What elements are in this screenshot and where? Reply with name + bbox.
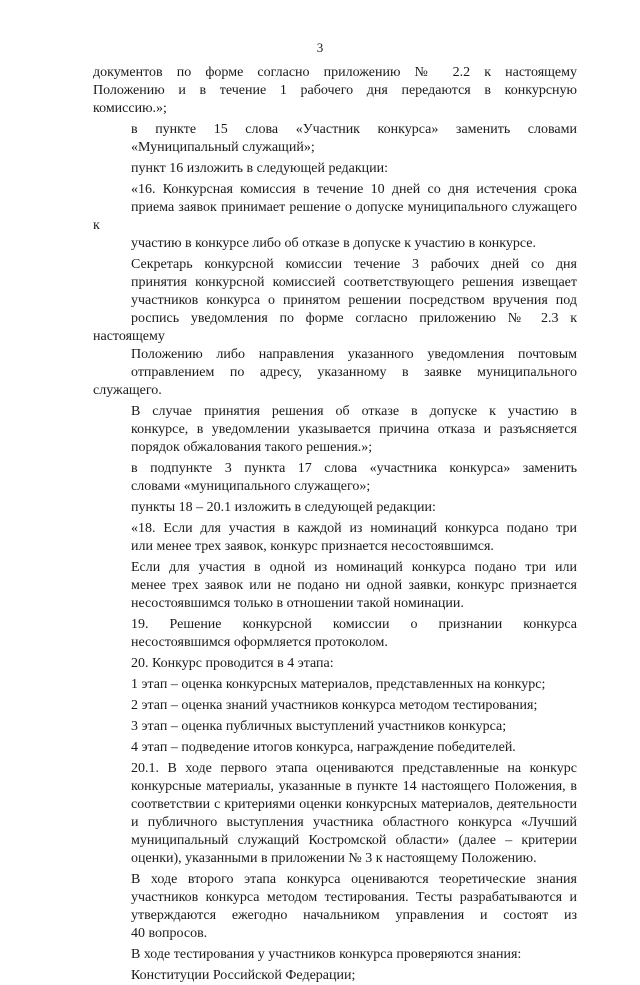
paragraph-p3 [93, 160, 577, 178]
text-line: конкурсе, в уведомлении указывается причина отказа и разъясняется [131, 422, 577, 437]
text-line: участников конкурса методом тестирования. Тесты разрабатываются и [131, 890, 577, 905]
paragraph-p12 [93, 655, 577, 673]
text-line: В случае принятия решения об отказе в допуске к участию в [131, 404, 577, 419]
text-line: порядок обжалования такого решения.»; [131, 440, 373, 455]
paragraph-p15 [93, 718, 577, 736]
paragraph-p18 [93, 871, 577, 943]
text-line: Если для участия в одной из номинаций конкурса подано три или [131, 560, 577, 575]
text-line: приема заявок принимает решение о допуске муниципального служащего к [93, 200, 577, 233]
text-line: несостоявшимся только в отношении такой номинации. [131, 596, 464, 611]
text-line: менее трех заявок или не подано ни одной заявки, конкурс признается [131, 578, 577, 593]
text-line: в подпункте 3 пункта 17 слова «участника конкурса» заменить [131, 461, 577, 476]
text-line: участников конкурса о принятом решении посредством вручения под [131, 293, 577, 308]
text-line: 40 вопросов. [131, 926, 208, 941]
paragraph-p16 [93, 739, 577, 757]
paragraph-p1 [93, 64, 577, 118]
text-line: 19. Решение конкурсной комиссии о признании конкурса [131, 617, 577, 632]
text-line: или менее трех заявок, конкурс признается несостоявшимся. [131, 539, 494, 554]
text-line: словами «муниципального служащего»; [131, 479, 371, 494]
text-line: Конституции Российской Федерации; [131, 968, 356, 983]
text-line: Положению и в течение 1 рабочего дня передаются в конкурсную [93, 83, 577, 98]
text-line: Положению либо направления указанного уведомления почтовым [131, 347, 577, 362]
paragraph-p2 [93, 121, 577, 157]
text-line: комиссию.»; [93, 101, 167, 116]
text-line: и публичного выступления участника областного конкурса «Лучший [131, 815, 577, 830]
paragraph-p9 [93, 520, 577, 556]
paragraph-p4 [93, 181, 577, 253]
text-line: 4 этап – подведение итогов конкурса, награждение победителей. [131, 740, 516, 755]
text-line: несостоявшимся оформляется протоколом. [131, 635, 388, 650]
text-line: роспись уведомления по форме согласно приложению № 2.3 к настоящему [93, 311, 577, 344]
text-line: 3 этап – оценка публичных выступлений участников конкурса; [131, 719, 507, 734]
text-line: 2 этап – оценка знаний участников конкурса методом тестирования; [131, 698, 538, 713]
text-line: соответствии с критериями оценки конкурсных материалов, деятельности [131, 797, 577, 812]
text-line: пункты 18 – 20.1 изложить в следующей редакции: [131, 500, 436, 515]
paragraph-p19 [93, 946, 577, 964]
paragraph-p14 [93, 697, 577, 715]
text-line: 20. Конкурс проводится в 4 этапа: [131, 656, 334, 671]
text-line: принятия конкурсной комиссией соответствующего решения извещает [131, 275, 577, 290]
text-line: 20.1. В ходе первого этапа оцениваются представленные на конкурс [131, 761, 577, 776]
text-line: в пункте 15 слова «Участник конкурса» заменить словами [131, 122, 577, 137]
text-line: 1 этап – оценка конкурсных материалов, представленных на конкурс; [131, 677, 546, 692]
paragraph-p20 [93, 967, 577, 985]
paragraph-p7 [93, 460, 577, 496]
paragraph-p8 [93, 499, 577, 517]
text-line: В ходе второго этапа конкурса оцениваются теоретические знания [131, 872, 577, 887]
paragraph-p5 [93, 256, 577, 400]
text-line: оценки), указанными в приложении № 3 к настоящему Положению. [131, 851, 537, 866]
text-line: пункт 16 изложить в следующей редакции: [131, 161, 388, 176]
text-line: отправлением по адресу, указанному в заявке муниципального служащего. [93, 365, 577, 398]
document-body [93, 64, 577, 985]
text-line: муниципальный служащий Костромской области» (далее – критерии [131, 833, 577, 848]
text-line: конкурсные материалы, указанные в пункте 14 настоящего Положения, в [131, 779, 577, 794]
text-line: «Муниципальный служащий»; [131, 140, 315, 155]
page-number: 3 [316, 40, 324, 55]
text-line: утверждаются ежегодно начальником управления и состоят из [131, 908, 577, 923]
paragraph-p11 [93, 616, 577, 652]
text-line: «18. Если для участия в каждой из номинаций конкурса подано три [131, 521, 577, 536]
text-line: Секретарь конкурсной комиссии течение 3 рабочих дней со дня [131, 257, 577, 272]
text-line: «16. Конкурсная комиссия в течение 10 дней со дня истечения срока [131, 182, 577, 197]
text-line: В ходе тестирования у участников конкурса проверяются знания: [131, 947, 522, 962]
paragraph-p13 [93, 676, 577, 694]
paragraph-p6 [93, 403, 577, 457]
paragraph-p10 [93, 559, 577, 613]
text-line: документов по форме согласно приложению № 2.2 к настоящему [93, 65, 577, 80]
text-line: участию в конкурсе либо об отказе в допуске к участию в конкурсе. [131, 236, 536, 251]
paragraph-p17 [93, 760, 577, 868]
